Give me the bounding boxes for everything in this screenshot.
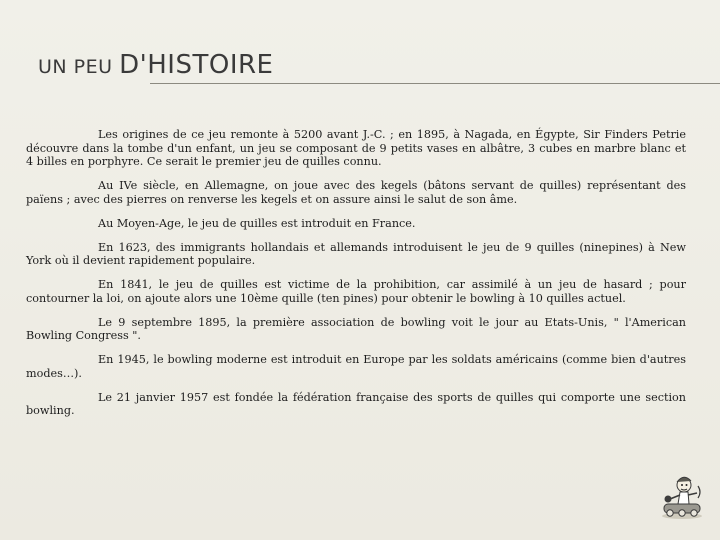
paragraph-ive-siecle: Au IVe siècle, en Allemagne, on joue avec des kegels (bâtons servant de quilles) représentant des païens ; avec des pierres on renverse les kegels et on assure ainsi le salut de son âme. <box>26 179 686 206</box>
slide-title-part1: UN PEU <box>38 56 120 78</box>
paragraph-1945: En 1945, le bowling moderne est introduit en Europe par les soldats américains (comme bien d'autres modes…). <box>26 353 686 380</box>
paragraph-moyen-age: Au Moyen-Age, le jeu de quilles est introduit en France. <box>98 216 416 230</box>
paragraph-1895: Le 9 septembre 1895, la première association de bowling voit le jour au Etats-Unis, " l'American Bowling Congress ". <box>26 315 686 342</box>
paragraph-origins: Les origines de ce jeu remonte à 5200 avant J.-C. ; en 1895, à Nagada, en Égypte, Sir Finders Petrie découvre dans la tombe d'un enfant, un jeu se composant de 9 petits vases en albâtre, 3 cubes en marbre blanc et 4 billes en porphyre. Ce serait le premier jeu de quilles connu. <box>26 128 686 168</box>
slide-title-part2: D'HISTOIRE <box>119 50 274 80</box>
paragraph-1623: En 1623, des immigrants hollandais et allemands introduisent le jeu de 9 quilles (ninepines) à New York où il devient rapidement populaire. <box>26 240 686 267</box>
title-underline <box>150 83 720 84</box>
slide-body <box>26 128 686 418</box>
slide-title <box>38 50 273 80</box>
bowler-clipart-icon <box>658 470 706 520</box>
paragraph-1841: En 1841, le jeu de quilles est victime de la prohibition, car assimilé à un jeu de hasard ; pour contourner la loi, on ajoute alors une 10ème quille (ten pines) pour obtenir le bowling à 10 quilles actuel. <box>26 278 686 305</box>
paragraph-1957: Le 21 janvier 1957 est fondée la fédération française des sports de quilles qui comporte une section bowling. <box>26 390 686 417</box>
